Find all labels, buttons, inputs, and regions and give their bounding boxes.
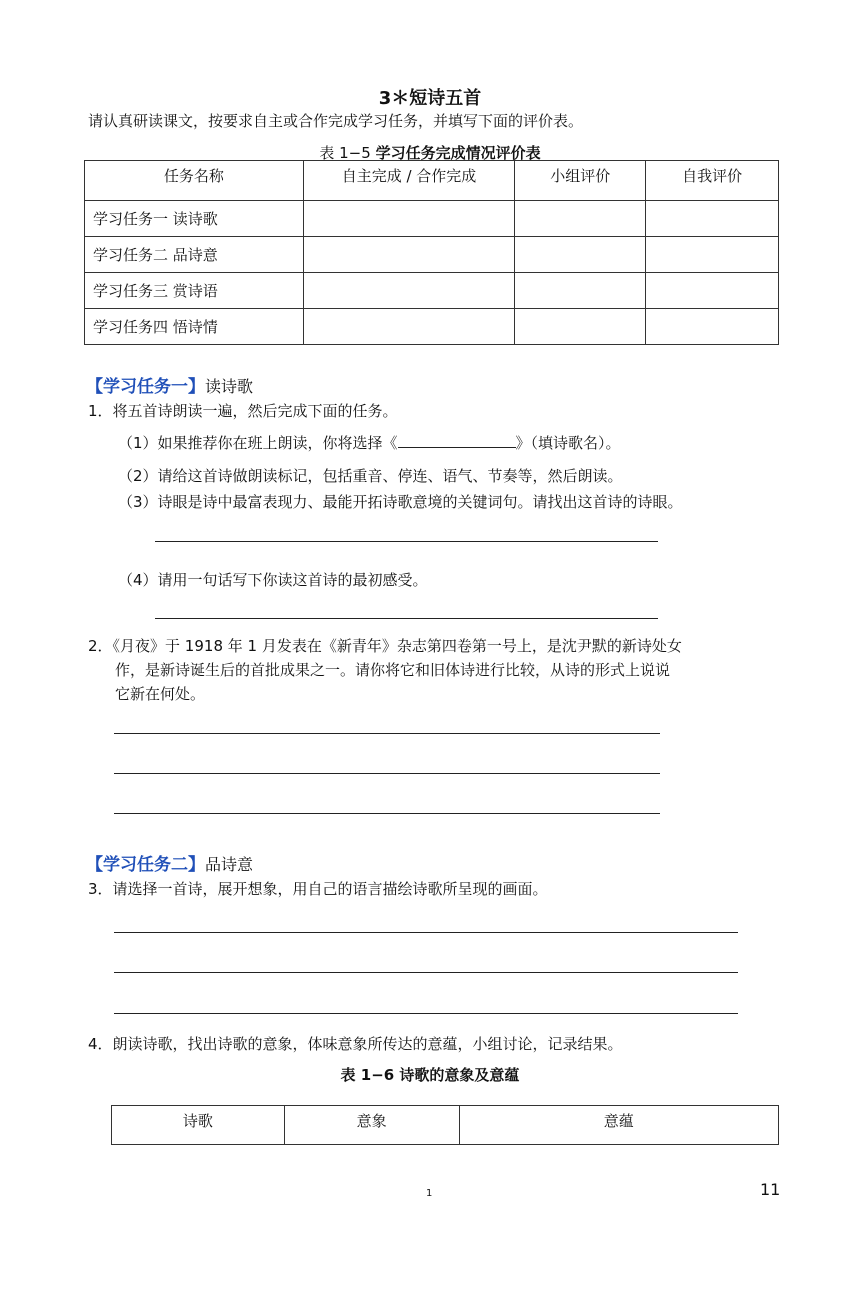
input-cell[interactable] — [646, 201, 779, 237]
answer-line[interactable] — [114, 733, 660, 734]
task2-name: 品诗意 — [205, 855, 254, 874]
question-1-sub4: （4）请用一句话写下你读这首诗的最初感受。 — [118, 571, 428, 589]
question-1-sub3: （3）诗眼是诗中最富表现力、最能开拓诗歌意境的关键词句。请找出这首诗的诗眼。 — [118, 493, 683, 511]
table-row — [85, 273, 779, 309]
header-cell: 意蕴 — [459, 1106, 779, 1145]
header-cell: 自我评价 — [646, 161, 779, 201]
question-4: 4．朗读诗歌，找出诗歌的意象，体味意象所传达的意蕴，小组讨论，记录结果。 — [88, 1035, 623, 1053]
task-name-cell: 学习任务三 赏诗语 — [85, 273, 304, 309]
task2-heading — [86, 850, 253, 875]
page-title: 3＊短诗五首 — [378, 88, 482, 109]
input-cell[interactable] — [303, 309, 515, 345]
footer-small-number: 1 — [426, 1188, 433, 1199]
input-cell[interactable] — [515, 309, 646, 345]
task2-tag: 【学习任务二】 — [86, 855, 205, 875]
input-cell[interactable] — [303, 201, 515, 237]
table-row — [85, 201, 779, 237]
input-cell[interactable] — [646, 309, 779, 345]
table-row — [85, 237, 779, 273]
sub1-prefix: （1）如果推荐你在班上朗读，你将选择《 — [118, 434, 398, 452]
evaluation-table — [84, 160, 779, 345]
question-2-line3: 它新在何处。 — [115, 685, 206, 703]
task-name-cell: 学习任务一 读诗歌 — [85, 201, 304, 237]
answer-line[interactable] — [155, 541, 658, 542]
answer-line[interactable] — [114, 813, 660, 814]
header-cell: 任务名称 — [85, 161, 304, 201]
question-1-sub1 — [118, 432, 621, 453]
table1-caption-title: 学习任务完成情况评价表 — [375, 144, 541, 162]
input-cell[interactable] — [303, 237, 515, 273]
sub1-suffix: 》（填诗歌名）。 — [515, 434, 621, 452]
task1-heading — [86, 372, 253, 397]
task1-tag: 【学习任务一】 — [86, 377, 205, 397]
question-1: 1．将五首诗朗读一遍，然后完成下面的任务。 — [88, 402, 398, 420]
header-cell: 自主完成 / 合作完成 — [303, 161, 515, 201]
input-cell[interactable] — [646, 273, 779, 309]
answer-line[interactable] — [114, 1013, 738, 1014]
header-cell: 意象 — [284, 1106, 459, 1145]
imagery-table — [111, 1105, 779, 1145]
answer-line[interactable] — [114, 972, 738, 973]
question-1-sub2: （2）请给这首诗做朗读标记，包括重音、停连、语气、节奏等，然后朗读。 — [118, 467, 623, 485]
input-cell[interactable] — [515, 201, 646, 237]
table-header-row — [112, 1106, 779, 1145]
question-2-line1: 2．《月夜》于 1918 年 1 月发表在《新青年》杂志第四卷第一号上，是沈尹默的新诗处女 — [88, 637, 682, 655]
question-2-line2: 作，是新诗诞生后的首批成果之一。请你将它和旧体诗进行比较，从诗的形式上说说 — [115, 661, 671, 679]
task-name-cell: 学习任务二 品诗意 — [85, 237, 304, 273]
input-cell[interactable] — [515, 237, 646, 273]
header-cell: 小组评价 — [515, 161, 646, 201]
answer-line[interactable] — [155, 618, 658, 619]
question-3: 3．请选择一首诗，展开想象，用自己的语言描绘诗歌所呈现的画面。 — [88, 880, 548, 898]
poem-name-blank[interactable] — [398, 433, 516, 448]
table-header-row — [85, 161, 779, 201]
input-cell[interactable] — [646, 237, 779, 273]
table-row — [85, 309, 779, 345]
task-name-cell: 学习任务四 悟诗情 — [85, 309, 304, 345]
table1-caption-prefix: 表 1−5 — [319, 144, 371, 162]
header-cell: 诗歌 — [112, 1106, 285, 1145]
input-cell[interactable] — [303, 273, 515, 309]
page-number: 11 — [760, 1180, 781, 1199]
answer-line[interactable] — [114, 932, 738, 933]
task1-name: 读诗歌 — [205, 377, 254, 396]
intro-text: 请认真研读课文，按要求自主或合作完成学习任务，并填写下面的评价表。 — [88, 112, 584, 130]
answer-line[interactable] — [114, 773, 660, 774]
table2-caption: 表 1−6 诗歌的意象及意蕴 — [340, 1066, 520, 1084]
input-cell[interactable] — [515, 273, 646, 309]
